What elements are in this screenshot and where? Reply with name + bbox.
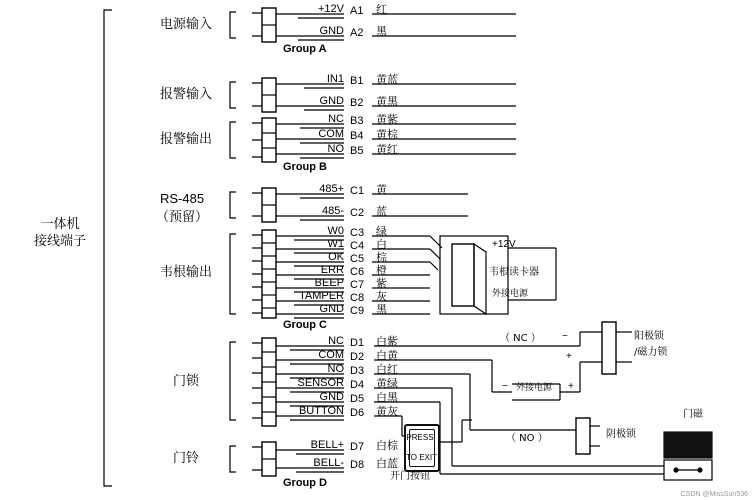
- signal-label: W1: [327, 238, 344, 250]
- pin-label: D1: [350, 337, 365, 349]
- pin-label: A2: [350, 27, 364, 39]
- signal-label: COM: [318, 349, 344, 361]
- ext-power-minus-sign: −: [502, 381, 508, 392]
- group-title-d: Group D: [283, 477, 327, 489]
- wire-color-label: 橙: [376, 264, 387, 277]
- wire-color-label: 白蓝: [376, 457, 398, 470]
- device-label-line2: 接线端子: [33, 234, 86, 249]
- pin-label: B4: [350, 130, 364, 142]
- exit-button-label: 开门按钮: [390, 471, 430, 482]
- group-name-alarm-output: 报警输出: [160, 132, 213, 147]
- pin-label: C8: [350, 292, 365, 304]
- pin-label: D5: [350, 393, 365, 405]
- wire-color-label: 白棕: [376, 439, 398, 452]
- anode-plus-sign: +: [566, 351, 572, 362]
- group-name-door-lock: 门锁: [173, 374, 200, 389]
- wire-color-label: 黑: [376, 303, 387, 316]
- signal-label: IN1: [326, 73, 344, 85]
- pin-label: D6: [350, 407, 365, 419]
- pin-label: B2: [350, 97, 364, 109]
- pin-label: D8: [350, 459, 365, 471]
- signal-label: +12V: [318, 3, 344, 15]
- group-name-rs485-line2: （预留）: [156, 210, 209, 225]
- signal-label: ERR: [320, 264, 344, 276]
- wire-color-label: 黄: [376, 183, 387, 196]
- wire-color-label: 黄棕: [376, 128, 398, 141]
- signal-label: NO: [327, 143, 344, 155]
- watermark: CSDN @MissSun536: [680, 491, 748, 498]
- wire-color-label: 白红: [376, 363, 398, 376]
- signal-label: BELL-: [313, 457, 344, 469]
- lock-ext-power-label: 外接电源: [516, 383, 553, 393]
- signal-label: GND: [319, 95, 344, 107]
- signal-label: COM: [318, 128, 344, 140]
- signal-label: OK: [328, 251, 344, 263]
- lock-nc-label: （ NC ）: [500, 333, 541, 344]
- exit-button-graphic[interactable]: [404, 424, 440, 472]
- pin-label: D4: [350, 379, 365, 391]
- pin-label: D2: [350, 351, 365, 363]
- signal-label: 485-: [321, 205, 344, 217]
- pin-label: C9: [350, 305, 365, 317]
- group-name-wiegand-output: 韦根输出: [160, 265, 213, 280]
- pin-label: C5: [350, 253, 365, 265]
- device-label: [20, 218, 100, 248]
- group-name-alarm-input: 报警输入: [160, 87, 213, 102]
- lock-no-label: （ NO ）: [506, 433, 548, 444]
- wire-color-label: 黄绿: [376, 377, 398, 390]
- signal-label: GND: [319, 391, 344, 403]
- group-title-a: Group A: [283, 43, 327, 55]
- signal-label: NO: [327, 363, 344, 375]
- reader-power-label: +12V: [492, 239, 516, 250]
- pin-label: C7: [350, 279, 365, 291]
- wire-color-label: 蓝: [376, 205, 387, 218]
- signal-label: SENSOR: [297, 377, 344, 389]
- cathode-lock-label: 阴极锁: [606, 429, 636, 440]
- wire-color-label: 紫: [376, 277, 387, 290]
- pin-label: C6: [350, 266, 365, 278]
- wire-color-label: 白紫: [376, 335, 398, 348]
- signal-label: GND: [319, 25, 344, 37]
- pin-label: D7: [350, 441, 365, 453]
- signal-label: NC: [328, 113, 344, 125]
- reader-ext-power-label: 外接电源: [492, 289, 529, 299]
- pin-label: B3: [350, 115, 364, 127]
- wire-color-label: 白: [376, 238, 387, 251]
- anode-lock-label-line2: /磁力锁: [634, 347, 668, 358]
- exit-button-face-line1: PRESS: [406, 433, 434, 442]
- wire-color-label: 白黄: [376, 349, 398, 362]
- signal-label: BELL+: [310, 439, 344, 451]
- anode-minus-sign: −: [562, 331, 568, 342]
- pin-label: D3: [350, 365, 365, 377]
- wire-color-label: 棕: [376, 251, 387, 264]
- reader-box-label: 韦根读卡器: [489, 267, 539, 278]
- signal-label: GND: [319, 303, 344, 315]
- wire-color-label: 黄紫: [376, 113, 398, 126]
- wire-color-label: 黄红: [376, 143, 398, 156]
- pin-label: C4: [350, 240, 365, 252]
- door-magnet-label: 门磁: [683, 409, 703, 420]
- wire-color-label: 黄蓝: [376, 73, 398, 86]
- group-name-power-input: 电源输入: [160, 17, 213, 32]
- pin-label: B5: [350, 145, 364, 157]
- signal-label: NC: [328, 335, 344, 347]
- pin-label: C1: [350, 185, 365, 197]
- ext-power-plus-sign: +: [568, 381, 574, 392]
- anode-lock-label-line1: 阳极锁: [634, 331, 664, 342]
- wire-color-label: 红: [376, 3, 387, 16]
- device-label-line1: 一体机: [40, 217, 80, 232]
- signal-label: BUTTON: [298, 405, 344, 417]
- pin-label: C2: [350, 207, 365, 219]
- group-title-c: Group C: [283, 319, 327, 331]
- signal-label: 485+: [319, 183, 344, 195]
- signal-label: TAMPER: [298, 290, 344, 302]
- signal-label: W0: [327, 225, 344, 237]
- wire-color-label: 灰: [376, 290, 387, 303]
- wire-color-label: 白黑: [376, 391, 398, 404]
- pin-label: C3: [350, 227, 365, 239]
- group-title-b: Group B: [283, 161, 327, 173]
- wire-color-label: 绿: [376, 225, 387, 238]
- exit-button-face-line2: TO EXIT: [406, 453, 437, 462]
- pin-label: A1: [350, 5, 364, 17]
- group-name-rs485-line1: RS-485: [160, 191, 205, 206]
- group-name-doorbell: 门铃: [173, 451, 200, 466]
- pin-label: B1: [350, 75, 364, 87]
- wire-color-label: 黄黑: [376, 95, 398, 108]
- wire-color-label: 黄灰: [376, 405, 398, 418]
- wire-color-label: 黑: [376, 25, 387, 38]
- signal-label: BEEP: [314, 277, 344, 289]
